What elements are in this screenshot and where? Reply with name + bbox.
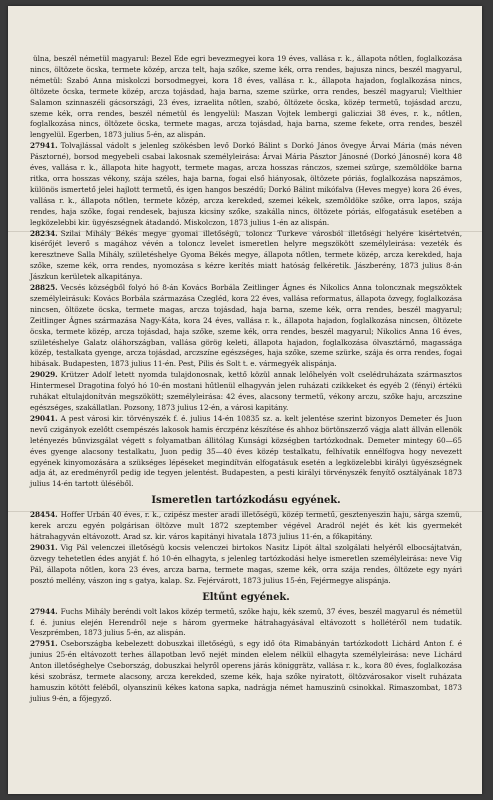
document-page — [8, 6, 482, 794]
notice-number: 27951. — [30, 639, 58, 649]
notice-number: 28234. — [30, 228, 58, 238]
notice-number: 28454. — [30, 510, 58, 520]
notice-text: Hoffer Urbán 40 éves, r. k., czipész mester aradi illetőségü, közép termetű, gesztenyeszin haju, sárga szemü, kerek arczu egyén polgárisan öltözve mult 1872 szeptember végével Aradról nejét és két kis gyermekét hátrahagyván eltávozott. Arad sz. kir. város kapitányi hivatala 1873 julius 11-én, a főkapitány. — [30, 510, 462, 542]
notice-text: Fuchs Mihály beréndi volt lakos közép termetű, szőke haju, kék szemü, 37 éves, beszél magyarul és németül f. é. junius elején Herendről neje s három gyermeke hátrahagyásával eltávozott s hollétéről nem tudatik. Veszprémben, 1873 julius 5-én, az alispán. — [30, 606, 462, 638]
notice-text: Csebországba kebelezett dobuszkai illetőségü, s egy idő óta Rimabányán tartózkodott Lichárd Anton f. é junius 25-én eltávozott terhes állapotban levő nejét minden elelem nélkül elhagyta személyleirása: neve Lichárd Anton illetőséghelye Csebország, dobuszkai helyről operens járás königgrätz, vallása r. k., kora 80 éves, foglalkozása kési szobrász, termete alacsony, arcza kerekded, szeme kék, haja szőke nyiratott, öltözvárosakor viselt ruházata hamuszin kötött feléből, olyanszinü kékes katona sapka, nadrágja német hamuszinü csinokkal. Rimaszombat, 1873 julius 9-én, a főjegyző. — [30, 639, 462, 703]
section-heading-missing-persons: Eltűnt egyének. — [202, 591, 290, 603]
notice-number: 28825. — [30, 283, 58, 293]
notice-text: A pest városi kir. törvényszék f. é. julius 14-én 10835 sz. a. kelt jelentése szerint bizonyos Demeter és Juon nevű czigányok ezelőtt csempészés lakosok hamis érczpénz készítése és ahhoz börtönszerző vágja alatt állván ellenök letényezés bűnvizsgálat végett s folyamatban állitólag Kunsági községben tartózkodnak. Demeter mintegy 60—65 éves gyenge alacsony testalkatu, Juon pedig 35—40 éves közép testalkatu, felhívatik ennélfogva hogy nevezett egyének kinyomozására a szükséges lépéseket megindítván elfogatásuk esetén a legközelebbi királyi ügyészségnek adja át, az eredményről pedig ide tegyen jelentést. Budapesten, a pesti királyi törvényszék fenyítő osztályának 1873 julius 14-én tartott üléséből. — [30, 413, 462, 489]
notice-number: 27941. — [30, 141, 58, 151]
notice-paragraph — [30, 54, 462, 141]
notice-text: Vecsés községből folyó hó 8-án Kovács Borbála Zeitlinger Ágnes és Nikolics Anna toloncznak megszöktek személyleirásuk: Kovács Borbála származása Czegléd, kora 22 éves, vallása reformatus, állapota özvegy, foglalkozása nincsen, öltözete öcska, termete magas, arcza tojásdad, haja barna, szeme kék, orra rendes, beszél magyarul; Zeitlinger Ágnes származása Nagy-Káta, kora 24 éves, vallása r. k., állapota hajadon, foglalkozása nincsen, öltözete öcska, termete közép, arcza tojásdad, haja szőke, szeme kék, orra rendes, beszél magyarul; Nikolics Anna 16 éves, születéshelye Galatz oláhországban, vallása görög keleti, állapota hajadon, foglalkozása ólvasztárnő, magassága közép, testalkata gyenge, arcza tojásdad, arczszíne egészséges, haja szőke, szeme szürke, szája és orra rendes, fogai hibásak. Budapesten, 1873 julius 11-én. Pest, Pilis és Solt t. e. vármegyék alispánja. — [30, 283, 462, 369]
notice-paragraph — [30, 141, 462, 228]
section-heading-unknown-residence: Ismeretlen tartózkodásu egyének. — [151, 495, 341, 507]
notice-number: 29029. — [30, 370, 58, 380]
notice-number: 29041. — [30, 413, 58, 423]
notice-paragraph — [30, 543, 462, 587]
notice-paragraph — [30, 607, 462, 640]
notice-text: Szilai Mihály Békés megye gyomai illetőségü, toloncz Turkeve városból illetőségi helyére kisértetvén, kisérőjét leverő s magához vévén a toloncz levelet ismeretlen helyre megszökött személyleirása: vezeték és keresztneve Salla Mihály, születéshelye Gyoma Békés megye, állapota nőtlen, termete közép, arcza kerekded, haja szőke, szeme kék, orra rendes, nyomozása s kézre kerítés miatt hatóság felkéretik. Jászberény, 1873 julius 8-án Jászkun kerületek alkapitánya. — [30, 228, 462, 282]
notice-text: ülna, beszél németül magyarul: Bezel Ede egri bevezmegyei kora 19 éves, vallása r. k., állapota nőtlen, foglalkozása nincs, öltözete öcska, termete közép, arcza telt, haja szőke, szeme kék, orra rendes, bajusza nincs, beszél magyarul, németül: Szabó Anna miskolczi borsodmegyei, kora 18 éves, vallása r. k., állapota hajadon, foglalkozása nincs, öltözete öcska, termete közép, arcza tojásdad, haja barna, szeme szürke, orra rendes, beszél magyarul; Vielthier Salamon szinnaszéli gácsországi, 23 éves, izraelita nőtlen, szabó, öltözete öcska, közép termetű, tojásdad arczu, szeme kék, orra rendes, beszél németül és lengyelül: Maszan Vojtek lembergi galicziai 38 éves, r. k., nőtlen, foglalkozása nincs, öltözete öcska, termete magas, arcza tojásdad, haja barna, szeme fekete, orra rendes, beszél lengyelül. Egerben, 1873 julius 5-én, az alispán. — [30, 54, 462, 140]
notice-paragraph — [30, 639, 462, 704]
notice-paragraph — [30, 370, 462, 414]
notice-number: 29031. — [30, 542, 58, 552]
notice-text: Vig Pál velenczei illetőségü kocsis velenczei birtokos Nasitz Lipót által szolgálati helyéről elbocsájtatván, özvegy tehetetlen édes anyját f. hó 10-én elhagyta, s jelenleg tartózkodási helye ismeretlen személyleirása: neve Vig Pál, állapota nőtlen, kora 23 éves, arcza barna, termete magas, szeme kék, orra szája rendes, öltözete egy nyári posztó mellény, vászon ing s gatya, kalap. Sz. Fejérvárott, 1873 julius 15-én, Fejérmegye alispánja. — [30, 542, 462, 585]
notice-paragraph — [30, 414, 462, 490]
notice-paragraph — [30, 229, 462, 284]
notice-text: Krützer Adolf letett nyomda tulajdonosnak, kettő közül annak lelőhelyén volt cselédruházata szármasztos Hintermesel Dragotina folyó hó 10-én mostani hűtlenül elhagyván jelen ruházati czikkeket és egyéb 2 (fényi) értékü ruhákat eltulajdonítván megszökött; személyleirása: 42 éves, alacsony termetű, vékony arczu, szőke haju, arczszine egészséges, szakállatlan. Pozsony, 1873 julius 12-én, a városi kapitány. — [30, 370, 462, 412]
notice-text: Tolvajlással vádolt s jelenleg szökésben levő Dorkó Bálint s Dorkó János övegye Árvai Mária (más néven Pásztorné), borsod megyebeli csabai lakosnak személyleirása: Árvai Mária Pásztor Jánosné (Dorkó Jánosné) kora 48 éves, vallása r. k., állapota hite hagyott, termete magas, arcza hosszas ránczos, szemei szürge, szemöldöke barna ritka, orra hosszas vékony, szája széles, haja barna, fogai első hiányosak, öltözete póriás, foglalkozása napszámos, különös ismertető jelei hajlott termetű, és igen hangos beszédű; Dorkó Bálint mikófalva (Heves megye) kora 26 éves, vallása r. k., állapota nőtlen, termete közép, arcza kerekded, szemei kékek, szemöldöke szőke, orra lapos, szája rendes, haja szőke, fogai rendesek, bajusza kicsiny szőke, szakálla nincs, öltözete póriás, elfogatásuk esetében a legközelebbi kir. ügyészségnek átadandó. Miskolczon, 1873 julius 1-én az alispán. — [30, 141, 462, 227]
document-body — [30, 54, 462, 705]
notice-paragraph — [30, 510, 462, 543]
notice-paragraph — [30, 283, 462, 370]
notice-number: 27944. — [30, 606, 58, 616]
